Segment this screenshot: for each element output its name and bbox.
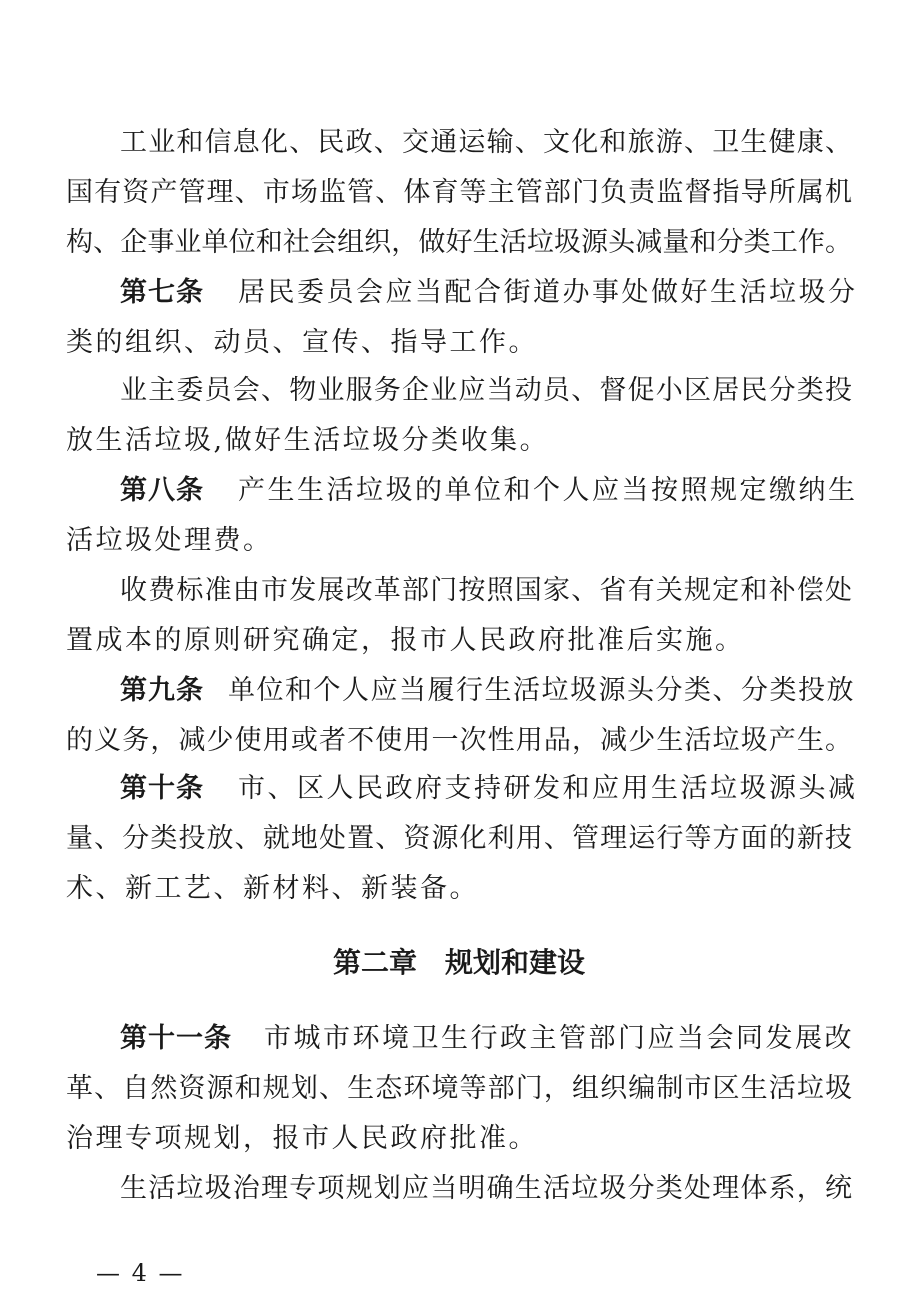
text-line: 的义务，减少使用或者不使用一次性用品，减少生活垃圾产生。 — [66, 725, 852, 756]
article-text: 单位和个人应当履行生活垃圾源头分类、分类投放 — [228, 675, 855, 706]
text-line: 工业和信息化、民政、交通运输、文化和旅游、卫生健康、 — [120, 127, 852, 158]
article-text: 市城市环境卫生行政主管部门应当会同发展改 — [264, 1023, 854, 1054]
text-line: 收费标准由市发展改革部门按照国家、省有关规定和补偿处 — [120, 575, 852, 606]
text-line: 生活垃圾治理专项规划应当明确生活垃圾分类处理体系，统 — [120, 1173, 852, 1204]
text-line: 量、分类投放、就地处置、资源化利用、管理运行等方面的新技 — [66, 823, 852, 854]
text-line: 术、新工艺、新材料、新装备。 — [66, 873, 479, 904]
chapter-number: 第二章 — [332, 946, 417, 979]
text-line: 放生活垃圾,做好生活垃圾分类收集。 — [66, 425, 550, 456]
text-line: 治理专项规划，报市人民政府批准。 — [66, 1123, 538, 1154]
chapter-heading — [0, 946, 918, 980]
article-7 — [120, 276, 858, 310]
text-line: 类的组织、动员、宣传、指导工作。 — [66, 327, 538, 358]
article-label: 第九条 — [120, 675, 204, 706]
article-text: 居民委员会应当配合街道办事处做好生活垃圾分 — [238, 277, 858, 308]
article-text: 市、区人民政府支持研发和应用生活垃圾源头减 — [238, 773, 858, 804]
article-text: 产生生活垃圾的单位和个人应当按照规定缴纳生 — [238, 475, 858, 506]
article-label: 第七条 — [120, 277, 204, 308]
text-line: 革、自然资源和规划、生态环境等部门，组织编制市区生活垃圾 — [66, 1073, 852, 1104]
article-label: 第十条 — [120, 773, 204, 804]
article-label: 第八条 — [120, 475, 204, 506]
article-8 — [120, 474, 858, 508]
chapter-title: 规划和建设 — [445, 946, 586, 979]
article-label: 第十一条 — [120, 1023, 232, 1054]
text-line: 构、企事业单位和社会组织，做好生活垃圾源头减量和分类工作。 — [66, 227, 852, 258]
text-line: 置成本的原则研究确定，报市人民政府批准后实施。 — [66, 625, 745, 656]
text-line: 活垃圾处理费。 — [66, 525, 273, 556]
article-11 — [120, 1022, 852, 1056]
text-line: 国有资产管理、市场监管、体育等主管部门负责监督指导所属机 — [66, 177, 852, 208]
page-number: — 4 — — [96, 1259, 185, 1287]
article-9 — [120, 674, 855, 708]
text-line: 业主委员会、物业服务企业应当动员、督促小区居民分类投 — [120, 375, 852, 406]
article-10 — [120, 772, 858, 806]
